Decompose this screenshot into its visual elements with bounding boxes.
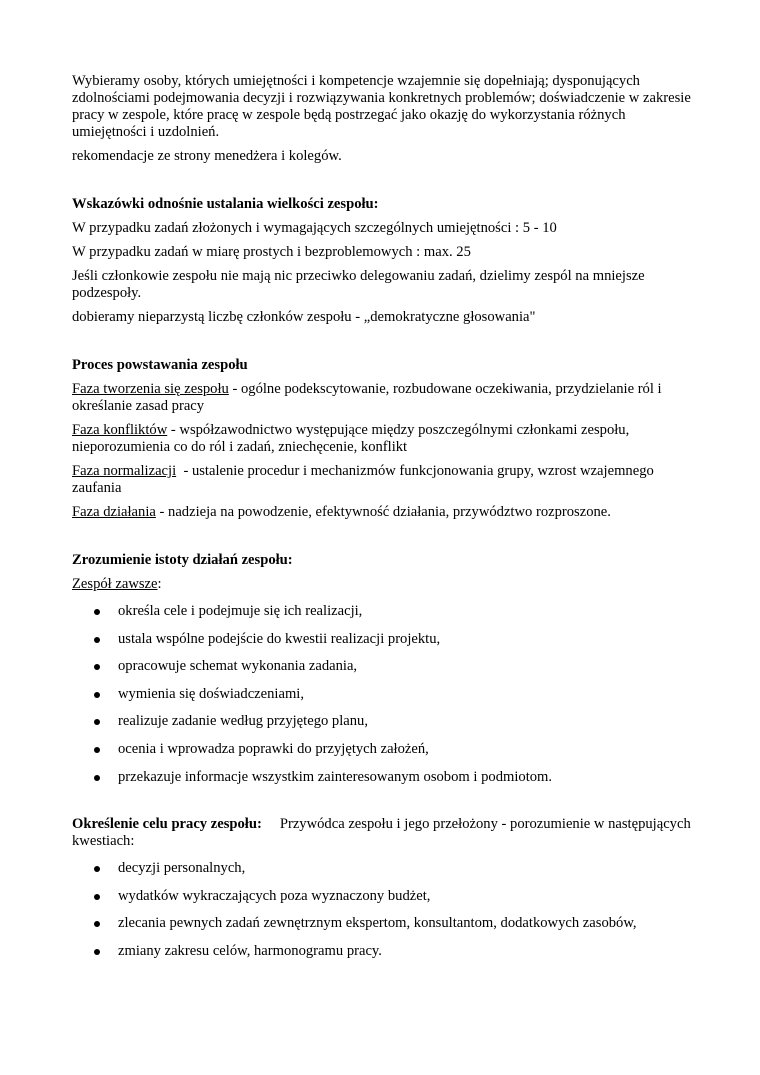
bullet-icon [94,921,100,927]
understanding-lead-text: Zespół zawsze [72,576,158,592]
section-heading-team-size: Wskazówki odnośnie ustalania wielkości zespołu: [72,196,379,212]
section-heading-process: Proces powstawania zespołu [72,357,248,373]
list-item: ustala wspólne podejście do kwestii realizacji projektu, [72,631,702,648]
intro-paragraph: Wybieramy osoby, których umiejętności i kompetencje wzajemnie się dopełniają; dysponujących zdolnościami podejmowania decyzji i rozwiązywania konkretnych problemów; doświadczenie w zakresie pracy w zespole, które pracę w zespole będą postrzegać jako okazję do wykorzystania różnych umiejętności i uzdolnień. [72,73,691,140]
phase-name: Faza konfliktów [72,422,168,438]
phase-paragraph [72,463,702,497]
goal-paragraph [72,816,702,850]
phase-paragraph [72,422,702,456]
phase-description: - ustalenie procedur i mechanizmów funkcjonowania grupy, wzrost wzajemnego zaufania [72,463,658,496]
phase-name: Faza działania [72,504,156,520]
list-item: opracowuje schemat wykonania zadania, [72,658,702,675]
list-item: decyzji personalnych, [72,860,702,877]
bullet-icon [94,866,100,872]
team-size-line: dobieramy nieparzystą liczbę członków zespołu - „demokratyczne głosowania" [72,309,536,325]
phase-description: - ogólne podekscytowanie, rozbudowane oczekiwania, przydzielanie ról i określanie zasad pracy [72,381,662,414]
team-size-line: Jeśli członkowie zespołu nie mają nic przeciwko delegowaniu zadań, dzielimy zespól na mniejsze podzespoły. [72,268,645,301]
bullet-icon [94,692,100,698]
bullet-icon [94,949,100,955]
bullet-icon [94,894,100,900]
phase-name: Faza tworzenia się zespołu [72,381,229,397]
list-item: wymienia się doświadczeniami, [72,686,702,703]
goal-text: Przywódca zespołu i jego przełożony - porozumienie w następujących kwestiach: [72,816,691,850]
bullet-icon [94,747,100,753]
bullet-icon [94,664,100,670]
bullet-icon [94,637,100,643]
phase-paragraph [72,504,702,521]
understanding-lead-colon: : [157,576,162,592]
understanding-list [72,603,702,786]
bullet-icon [94,609,100,615]
section-heading-understanding: Zrozumienie istoty działań zespołu: [72,552,293,568]
list-item: przekazuje informacje wszystkim zainteresowanym osobom i podmiotom. [72,769,702,786]
list-item: określa cele i podejmuje się ich realizacji, [72,603,702,620]
team-size-line: W przypadku zadań złożonych i wymagających szczególnych umiejętności : 5 - 10 [72,220,557,236]
section-heading-goal: Określenie celu pracy zespołu: [72,816,262,833]
intro-paragraph: rekomendacje ze strony menedżera i kolegów. [72,148,342,164]
phase-paragraph [72,381,702,415]
phase-name: Faza normalizacji [72,463,177,479]
list-item: zlecania pewnych zadań zewnętrznym ekspertom, konsultantom, dodatkowych zasobów, [72,915,702,932]
phase-description: - współzawodnictwo występujące między poszczególnymi członkami zespołu, nieporozumienia co do ról i zadań, zniechęcenie, konflikt [72,422,630,455]
phase-description: - nadzieja na powodzenie, efektywność działania, przywództwo rozproszone. [155,504,611,520]
understanding-lead [72,576,702,593]
list-item: ocenia i wprowadza poprawki do przyjętych założeń, [72,741,702,758]
bullet-icon [94,719,100,725]
goal-list [72,860,702,960]
list-item: realizuje zadanie według przyjętego planu, [72,713,702,730]
list-item: wydatków wykraczających poza wyznaczony budżet, [72,888,702,905]
list-item: zmiany zakresu celów, harmonogramu pracy. [72,943,702,960]
document-body [72,73,702,971]
team-size-line: W przypadku zadań w miarę prostych i bezproblemowych : max. 25 [72,244,471,260]
bullet-icon [94,775,100,781]
